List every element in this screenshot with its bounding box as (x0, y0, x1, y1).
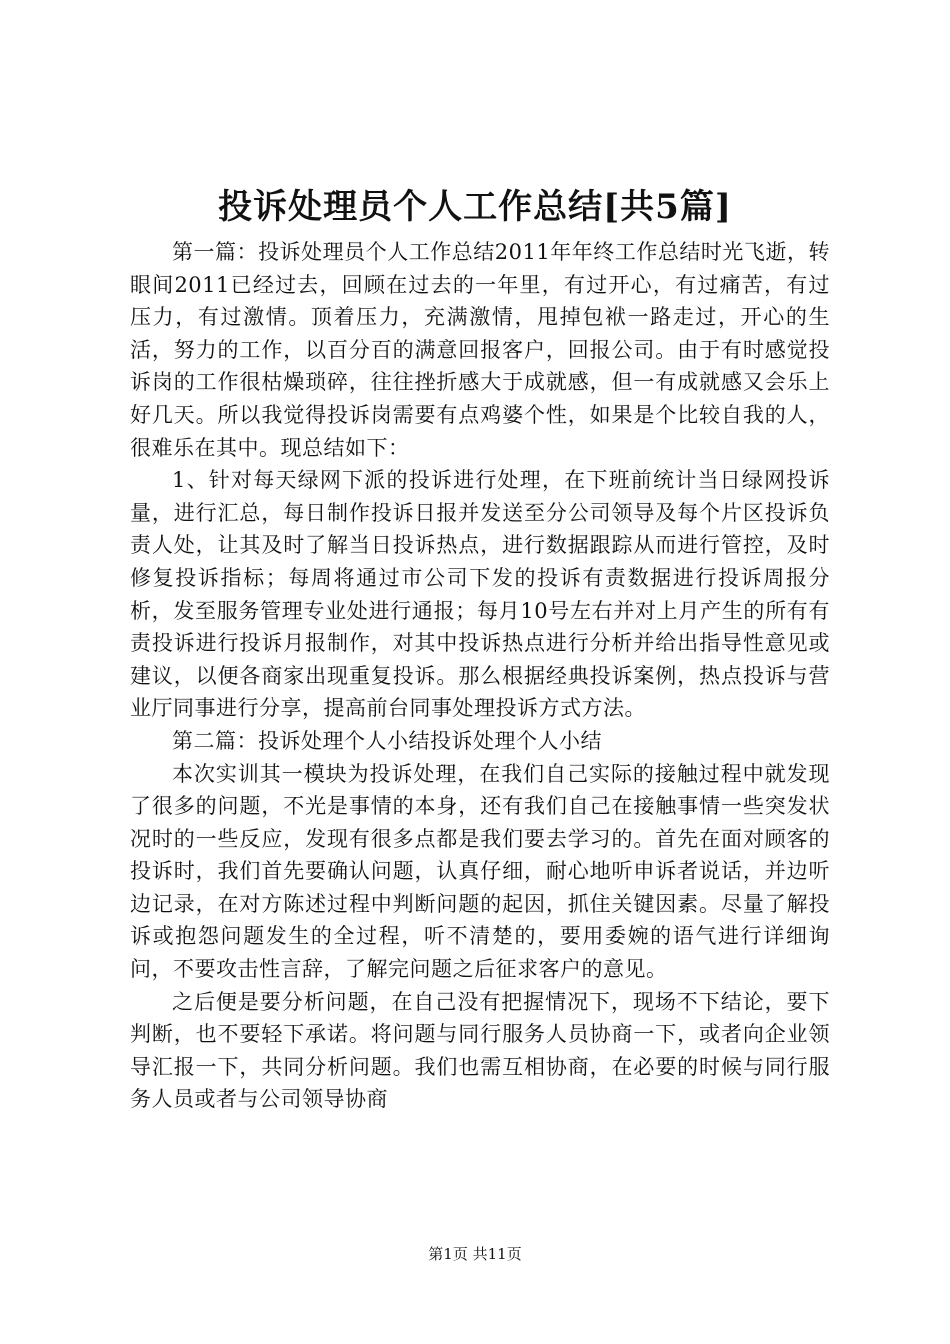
document-title: 投诉处理员个人工作总结[共5篇] (218, 187, 732, 227)
paragraph-4: 本次实训其一模块为投诉处理，在我们自己实际的接触过程中就发现了很多的问题，不光是事情的本身，还有我们自己在接触事情一些突发状况时的一些反应，发现有很多点都是我们要去学习的。首先在面对顾客的投诉时，我们首先要确认问题，认真仔细，耐心地听申诉者说话，并边听边记录，在对方陈述过程中判断问题的起因，抓住关键因素。尽量了解投诉或抱怨问题发生的全过程，听不清楚的，要用委婉的语气进行详细询问，不要攻击性言辞，了解完问题之后征求客户的意见。 (130, 761, 830, 982)
page-number-current: 第1页 (428, 1245, 468, 1263)
paragraph-5: 之后便是要分析问题，在自己没有把握情况下，现场不下结论，要下判断，也不要轻下承诺。将问题与同行服务人员协商一下，或者向企业领导汇报一下，共同分析问题。我们也需互相协商，在必要的时候与同行服务人员或者与公司领导协商 (130, 989, 830, 1112)
page-number-total: 共11页 (472, 1245, 522, 1263)
page-footer (0, 1242, 950, 1266)
document-body (130, 236, 830, 1116)
paragraph-2: 1、针对每天绿网下派的投诉进行处理，在下班前统计当日绿网投诉量，进行汇总，每日制作投诉日报并发送至分公司领导及每个片区投诉负责人处，让其及时了解当日投诉热点，进行数据跟踪从而进行管控，及时修复投诉指标；每周将通过市公司下发的投诉有责数据进行投诉周报分析，发至服务管理专业处进行通报；每月10号左右并对上月产生的所有有责投诉进行投诉月报制作，对其中投诉热点进行分析并给出指导性意见或建议，以便各商家出现重复投诉。那么根据经典投诉案例，热点投诉与营业厅同事进行分享，提高前台同事处理投诉方式方法。 (130, 468, 830, 721)
paragraph-1: 第一篇：投诉处理员个人工作总结2011年年终工作总结时光飞逝，转眼间2011已经过去，回顾在过去的一年里，有过开心，有过痛苦，有过压力，有过激情。顶着压力，充满激情，甩掉包袱一路走过，开心的生活，努力的工作，以百分百的满意回报客户，回报公司。由于有时感觉投诉岗的工作很枯燥琐碎，往往挫折感大于成就感，但一有成就感又会乐上好几天。所以我觉得投诉岗需要有点鸡婆个性，如果是个比较自我的人，很难乐在其中。现总结如下： (130, 240, 830, 460)
paragraph-3: 第二篇：投诉处理个人小结投诉处理个人小结 (172, 728, 602, 753)
